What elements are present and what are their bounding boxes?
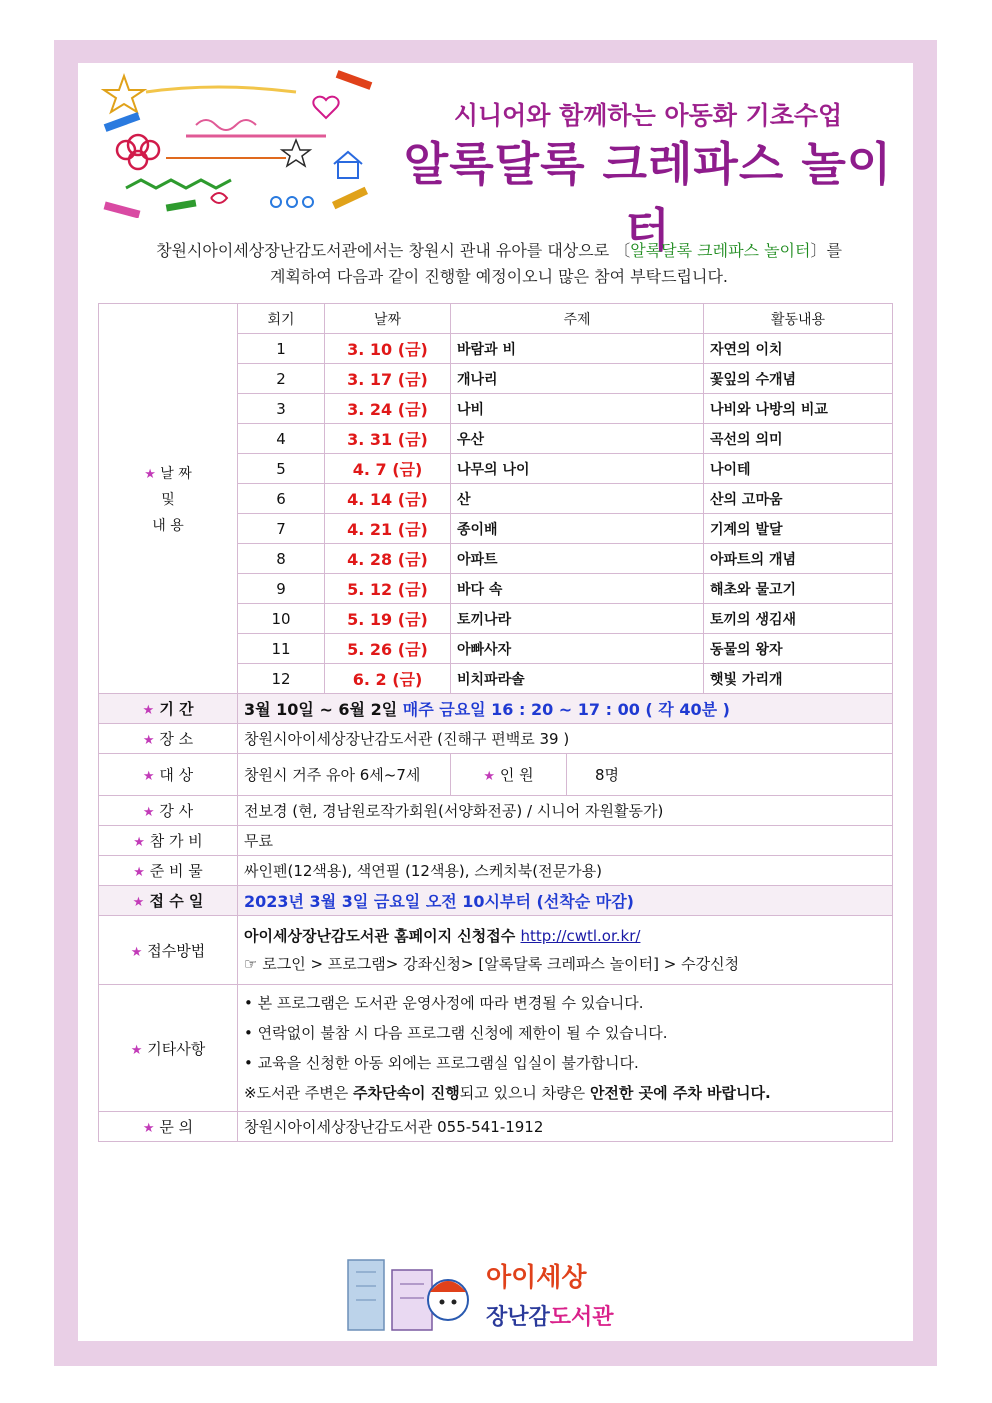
col-topic: 주제 — [451, 304, 704, 334]
note-item: • 본 프로그램은 도서관 운영사정에 따라 변경될 수 있습니다. — [244, 994, 644, 1012]
poster-subtitle: 시니어와 함께하는 아동화 기초수업 — [453, 101, 843, 130]
schedule-label: ★ 날 짜 및 내 용 — [99, 304, 238, 694]
col-session: 회기 — [238, 304, 325, 334]
schedule-row: 8 4. 28 (금) 아파트 아파트의 개념 — [99, 544, 893, 574]
supplies-value: 싸인펜(12색용), 색연필 (12색용), 스케치북(전문가용) — [238, 856, 893, 886]
period-row: ★ 기 간 3월 10일 ~ 6월 2일 매주 금요일 16 : 20 ~ 17 : 00 ( 각 40분 ) — [99, 694, 893, 724]
schedule-header-row — [99, 304, 893, 334]
supplies-row: ★ 준 비 물 싸인펜(12색용), 색연필 (12색용), 스케치북(전문가용) — [99, 856, 893, 886]
reception-row: ★ 접 수 일 2023년 3월 3일 금요일 오전 10시부터 (선착순 마감) — [99, 886, 893, 916]
schedule-row: 5 4. 7 (금) 나무의 나이 나이테 — [99, 454, 893, 484]
library-logo — [346, 1252, 646, 1336]
fee-value: 무료 — [238, 826, 893, 856]
svg-text:아이세상 — [486, 1262, 587, 1293]
col-activity: 활동내용 — [704, 304, 893, 334]
crayon-clipart — [96, 70, 378, 218]
target-row: ★ 대 상 창원시 거주 유아 6세~7세 ★ 인 원 8명 — [99, 754, 893, 796]
schedule-row: 9 5. 12 (금) 바다 속 해초와 물고기 — [99, 574, 893, 604]
poster-title: 알록달록 크레파스 놀이터 — [403, 137, 893, 257]
method-steps: ☞ 로그인 > 프로그램> 강좌신청> [알록달록 크레파스 놀이터] > 수강신청 — [244, 955, 740, 973]
schedule-row: 12 6. 2 (금) 비치파라솔 햇빛 가리개 — [99, 664, 893, 694]
info-table — [98, 303, 893, 1142]
instructor-value: 전보경 (현, 경남원로작가회원(서양화전공) / 시니어 자원활동가) — [238, 796, 893, 826]
schedule-row: 6 4. 14 (금) 산 산의 고마움 — [99, 484, 893, 514]
intro-line-2: 계획하여 다음과 같이 진행할 예정이오니 많은 참여 부탁드립니다. — [269, 267, 728, 286]
capacity-value: 8명 — [595, 766, 620, 784]
place-value: 창원시아이세상장난감도서관 (진해구 편백로 39 ) — [238, 724, 893, 754]
method-row: ★ 접수방법 아이세상장난감도서관 홈페이지 신청접수 http://cwtl.or.kr/ ☞ 로그인 > 프로그램> 강좌신청> [알록달록 크레파스 놀이터] > 수강신청 — [99, 916, 893, 985]
col-date: 날짜 — [325, 304, 451, 334]
note-item: • 연락없이 불참 시 다음 프로그램 신청에 제한이 될 수 있습니다. — [244, 1024, 668, 1042]
note-item: • 교육을 신청한 아동 외에는 프로그램실 입실이 불가합니다. — [244, 1054, 639, 1072]
schedule-row: 11 5. 26 (금) 아빠사자 동물의 왕자 — [99, 634, 893, 664]
target-value: 창원시 거주 유아 6세~7세 — [238, 754, 451, 796]
contact-value: 창원시아이세상장난감도서관 055-541-1912 — [238, 1112, 893, 1142]
reception-value: 2023년 3월 3일 금요일 오전 10시부터 (선착순 마감) — [238, 886, 893, 916]
schedule-row: 10 5. 19 (금) 토끼나라 토끼의 생김새 — [99, 604, 893, 634]
fee-row: ★ 참 가 비 무료 — [99, 826, 893, 856]
note-parking: ※도서관 주변은 주차단속이 진행되고 있으니 차량은 안전한 곳에 주차 바랍니다. — [244, 1084, 771, 1102]
instructor-row: ★ 강 사 전보경 (현, 경남원로작가회원(서양화전공) / 시니어 자원활동가) — [99, 796, 893, 826]
intro-highlight: 알록달록 크레파스 놀이터 — [630, 241, 811, 260]
schedule-row: 7 4. 21 (금) 종이배 기계의 발달 — [99, 514, 893, 544]
intro-text — [96, 238, 902, 290]
schedule-row: 1 3. 10 (금) 바람과 비 자연의 이치 — [99, 334, 893, 364]
homepage-link[interactable]: http://cwtl.or.kr/ — [520, 927, 641, 945]
svg-text:장난감도서관: 장난감도서관 — [486, 1305, 614, 1330]
place-row: ★ 장 소 창원시아이세상장난감도서관 (진해구 편백로 39 ) — [99, 724, 893, 754]
period-time: 매주 금요일 16 : 20 ~ 17 : 00 ( 각 40분 ) — [402, 700, 730, 719]
logo-line-1: 아이세상 — [486, 1263, 587, 1293]
schedule-row: 2 3. 17 (금) 개나리 꽃잎의 수개념 — [99, 364, 893, 394]
period-dates: 3월 10일 ~ 6월 2일 — [244, 700, 403, 719]
schedule-row: 4 3. 31 (금) 우산 곡선의 의미 — [99, 424, 893, 454]
intro-line-1: 창원시아이세상장난감도서관에서는 창원시 관내 유아를 대상으로 〔알록달록 크레파스 놀이터〕를 — [156, 241, 842, 260]
contact-row: ★ 문 의 창원시아이세상장난감도서관 055-541-1912 — [99, 1112, 893, 1142]
schedule-row: 3 3. 24 (금) 나비 나비와 나방의 비교 — [99, 394, 893, 424]
notes-row: ★ 기타사항 • 본 프로그램은 도서관 운영사정에 따라 변경될 수 있습니다. • 연락없이 불참 시 다음 프로그램 신청에 제한이 될 수 있습니다. • 교육을 신청한 아동 외에는 프로그램실 입실이 불가합니다. ※도서관 주변은 주차단속이 진행되고 있으니 차량은 안전한 곳에 주차 바랍니다. — [99, 985, 893, 1112]
